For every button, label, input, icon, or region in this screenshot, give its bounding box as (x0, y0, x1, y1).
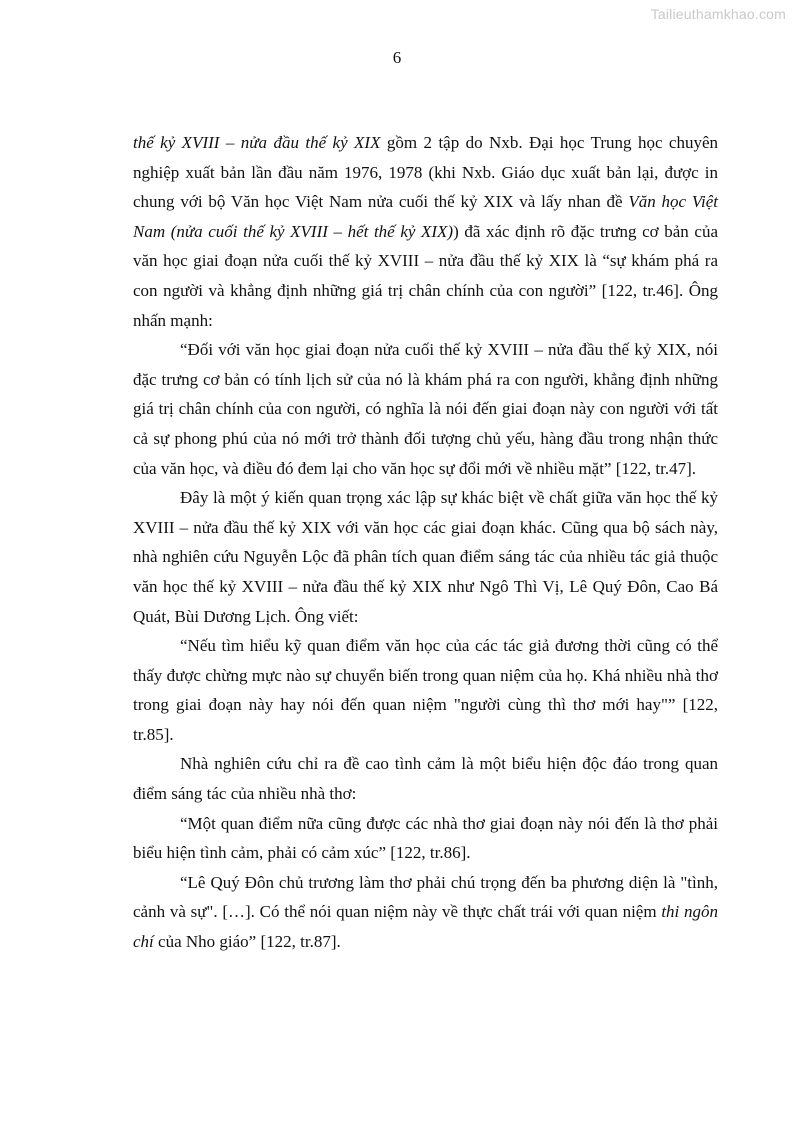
paragraph (133, 128, 718, 335)
italic-text-span: Văn học Việt Nam (nửa cuối thế kỷ XVIII – hết thế kỷ XIX) (133, 192, 718, 241)
paragraph (133, 749, 718, 808)
text-span: “Đối với văn học giai đoạn nửa cuối thế kỷ XVIII – nửa đầu thế kỷ XIX, nói đặc trưng cơ bản có tính lịch sử của nó là khám phá ra con người, khẳng định những giá trị chân chính của con người, có nghĩa là nói đến giai đoạn này con người với tất cả sự phong phú của nó mới trở thành đối tượng chủ yếu, hàng đầu trong nhận thức của văn học, và điều đó đem lại cho văn học sự đổi mới về nhiều mặt” [122, tr.47]. (133, 340, 718, 478)
text-span: “Lê Quý Đôn chủ trương làm thơ phải chú trọng đến ba phương diện là "tình, cảnh và sự". […]. Có thể nói quan niệm này về thực chất trái với quan niệm (133, 872, 718, 922)
text-span: ) đã xác định rõ đặc trưng cơ bản của văn học giai đoạn nửa cuối thế kỷ XVIII – nửa đầu thế kỷ XIX là “sự khám phá ra con người và khẳng định những giá trị chân chính của con người” [122, tr.46]. Ông nhấn mạnh: (133, 221, 718, 330)
text-span: Nhà nghiên cứu chỉ ra đề cao tình cảm là một biểu hiện độc đáo trong quan điểm sáng tác của nhiều nhà thơ: (133, 754, 718, 804)
italic-text-span: thi ngôn chí (133, 902, 718, 952)
watermark-text: Tailieuthamkhao.com (650, 6, 786, 22)
text-span: gồm 2 tập do Nxb. Đại học Trung học chuyên nghiệp xuất bản lần đầu năm 1976, 1978 (khi Nxb. Giáo dục xuất bản lại, được in chung với bộ Văn học Việt Nam nửa cuối thế kỷ XIX và lấy nhan đề (133, 133, 718, 212)
text-span: Đây là một ý kiến quan trọng xác lập sự khác biệt về chất giữa văn học thế kỷ XVIII – nửa đầu thế kỷ XIX với văn học các giai đoạn khác. Cũng qua bộ sách này, nhà nghiên cứu Nguyễn Lộc đã phân tích quan điểm sáng tác của nhiều tác giả thuộc văn học thế kỷ XVIII – nửa đầu thế kỷ XIX như Ngô Thì Vị, Lê Quý Đôn, Cao Bá Quát, Bùi Dương Lịch. Ông viết: (133, 488, 718, 626)
document-body (133, 128, 718, 957)
paragraph (133, 483, 718, 631)
text-span: “Một quan điểm nữa cũng được các nhà thơ giai đoạn này nói đến là thơ phải biểu hiện tình cảm, phải có cảm xúc” [122, tr.86]. (133, 813, 718, 863)
paragraph (133, 631, 718, 749)
text-span: “Nếu tìm hiểu kỹ quan điểm văn học của các tác giả đương thời cũng có thể thấy được chừng mực nào sự chuyển biến trong quan niệm của họ. Khá nhiều nhà thơ trong giai đoạn này hay nói đến quan niệm "người cùng thì thơ mới hay"” [122, tr.85]. (133, 636, 718, 744)
paragraph (133, 809, 718, 868)
page-number: 6 (392, 48, 402, 67)
italic-text-span: thế kỷ XVIII – nửa đầu thế kỷ XIX (133, 133, 381, 152)
text-span: của Nho giáo” [122, tr.87]. (153, 932, 341, 952)
paragraph (133, 868, 718, 957)
paragraph (133, 335, 718, 483)
